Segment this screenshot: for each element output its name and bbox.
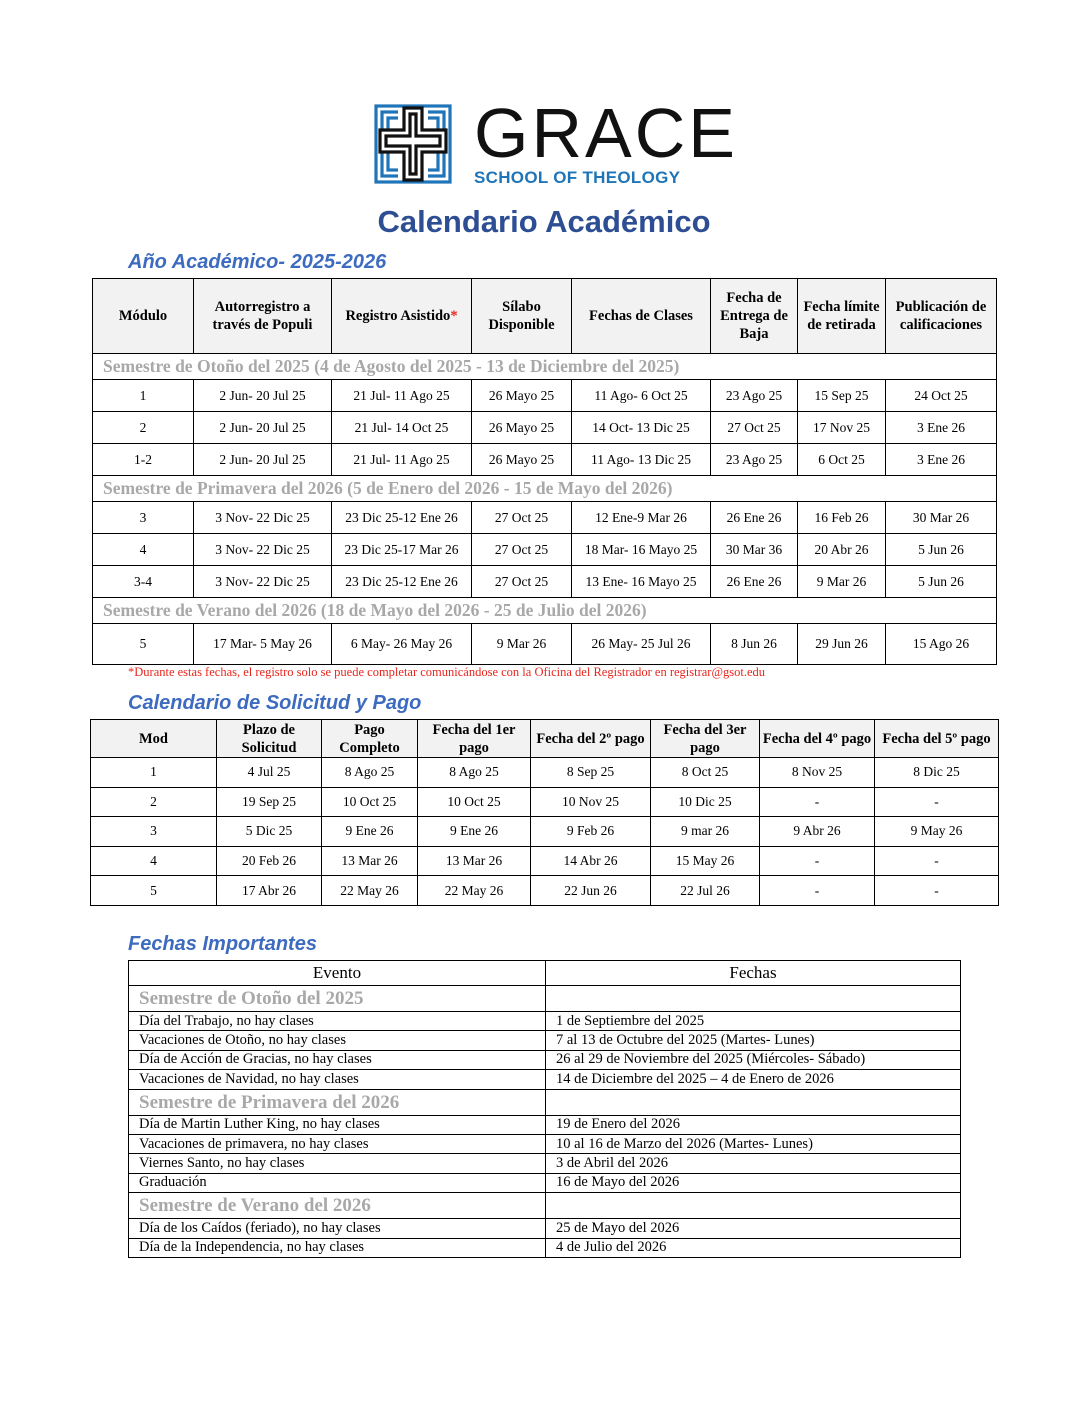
table-cell: - xyxy=(760,876,875,906)
list-item xyxy=(129,1238,961,1257)
semester-title: Semestre de Primavera del 2026 xyxy=(129,1089,546,1115)
table-cell: 20 Abr 26 xyxy=(798,534,886,566)
event-date: 3 de Abril del 2026 xyxy=(546,1154,961,1173)
table-cell: 19 Sep 25 xyxy=(217,787,322,817)
list-item xyxy=(129,1031,961,1050)
table-cell: 10 Oct 25 xyxy=(418,787,531,817)
table-cell: 24 Oct 25 xyxy=(886,380,997,412)
table-cell: 22 May 26 xyxy=(418,876,531,906)
table-cell: 4 Jul 25 xyxy=(217,758,322,788)
table-cell: 14 Oct- 13 Dic 25 xyxy=(572,412,711,444)
table-cell: 8 Nov 25 xyxy=(760,758,875,788)
payment-col-header: Fecha del 2º pago xyxy=(531,720,651,758)
semester-row xyxy=(93,354,997,380)
event-date: 25 de Mayo del 2026 xyxy=(546,1219,961,1238)
list-item xyxy=(129,1070,961,1089)
event-name: Día de Martin Luther King, no hay clases xyxy=(129,1115,546,1134)
table-cell: 18 Mar- 16 Mayo 25 xyxy=(572,534,711,566)
table-cell: 9 Ene 26 xyxy=(322,817,418,847)
table-cell: 8 Dic 25 xyxy=(875,758,999,788)
table-cell: 22 Jun 26 xyxy=(531,876,651,906)
semester-row xyxy=(93,598,997,624)
table-cell: 8 Ago 25 xyxy=(322,758,418,788)
table-cell: 23 Ago 25 xyxy=(711,380,798,412)
table-cell: 21 Jul- 14 Oct 25 xyxy=(332,412,472,444)
table-cell: 27 Oct 25 xyxy=(472,502,572,534)
col-publicacion: Publicación de calificaciones xyxy=(886,279,997,354)
event-name: Vacaciones de primavera, no hay clases xyxy=(129,1134,546,1153)
table-cell: 3 Nov- 22 Dic 25 xyxy=(194,502,332,534)
academic-calendar-table xyxy=(92,278,997,665)
semester-title: Semestre de Primavera del 2026 (5 de Enero del 2026 - 15 de Mayo del 2026) xyxy=(93,476,997,502)
table-cell: 11 Ago- 13 Dic 25 xyxy=(572,444,711,476)
event-date: 10 al 16 de Marzo del 2026 (Martes- Lunes) xyxy=(546,1134,961,1153)
table-cell: 9 mar 26 xyxy=(651,817,760,847)
event-name: Día del Trabajo, no hay clases xyxy=(129,1012,546,1031)
semester-title: Semestre de Otoño del 2025 (4 de Agosto del 2025 - 13 de Diciembre del 2025) xyxy=(93,354,997,380)
table-row xyxy=(93,502,997,534)
payment-col-header: Fecha del 4º pago xyxy=(760,720,875,758)
table-row xyxy=(93,412,997,444)
event-name: Vacaciones de Navidad, no hay clases xyxy=(129,1070,546,1089)
col-evento: Evento xyxy=(129,961,546,986)
table-cell: 4 xyxy=(93,534,194,566)
table-cell: 16 Feb 26 xyxy=(798,502,886,534)
table-cell: 26 Ene 26 xyxy=(711,566,798,598)
academic-year-heading: Año Académico- 2025-2026 xyxy=(128,251,387,273)
table-cell: 2 Jun- 20 Jul 25 xyxy=(194,380,332,412)
logo-wordmark: GRACE xyxy=(474,94,738,172)
table-cell: 5 Jun 26 xyxy=(886,566,997,598)
event-date: 26 al 29 de Noviembre del 2025 (Miércoles- Sábado) xyxy=(546,1050,961,1069)
semester-title: Semestre de Verano del 2026 (18 de Mayo del 2026 - 25 de Julio del 2026) xyxy=(93,598,997,624)
event-date: 19 de Enero del 2026 xyxy=(546,1115,961,1134)
table-cell: 29 Jun 26 xyxy=(798,624,886,665)
table-cell: 15 Sep 25 xyxy=(798,380,886,412)
empty-cell xyxy=(546,986,961,1012)
payment-col-header: Fecha del 5º pago xyxy=(875,720,999,758)
table-cell: 5 Jun 26 xyxy=(886,534,997,566)
payment-col-header: Mod xyxy=(91,720,217,758)
table-cell: 22 May 26 xyxy=(322,876,418,906)
table-cell: 9 Abr 26 xyxy=(760,817,875,847)
payment-col-header: Plazo de Solicitud xyxy=(217,720,322,758)
table-cell: 17 Abr 26 xyxy=(217,876,322,906)
table-cell: 23 Dic 25-17 Mar 26 xyxy=(332,534,472,566)
payment-col-header: Pago Completo xyxy=(322,720,418,758)
list-item xyxy=(129,1173,961,1192)
table-cell: 5 xyxy=(91,876,217,906)
table-row xyxy=(91,817,999,847)
table-cell: - xyxy=(875,787,999,817)
table-cell: 27 Oct 25 xyxy=(472,534,572,566)
table-cell: 30 Mar 26 xyxy=(886,502,997,534)
event-date: 4 de Julio del 2026 xyxy=(546,1238,961,1257)
table-cell: 21 Jul- 11 Ago 25 xyxy=(332,380,472,412)
col-fechas: Fechas xyxy=(546,961,961,986)
table-cell: - xyxy=(875,876,999,906)
semester-row xyxy=(129,1193,961,1219)
table-cell: 1 xyxy=(91,758,217,788)
list-item xyxy=(129,1134,961,1153)
table-cell: 2 xyxy=(93,412,194,444)
table-cell: 8 Sep 25 xyxy=(531,758,651,788)
event-date: 14 de Diciembre del 2025 – 4 de Enero de 2026 xyxy=(546,1070,961,1089)
event-name: Día de los Caídos (feriado), no hay clases xyxy=(129,1219,546,1238)
table-cell: 4 xyxy=(91,846,217,876)
table-cell: 3 Ene 26 xyxy=(886,444,997,476)
table-cell: 3 xyxy=(93,502,194,534)
table-cell: 2 Jun- 20 Jul 25 xyxy=(194,412,332,444)
table-cell: 10 Dic 25 xyxy=(651,787,760,817)
table-cell: 27 Oct 25 xyxy=(711,412,798,444)
table-cell: 3 Nov- 22 Dic 25 xyxy=(194,566,332,598)
col-registro-asistido: Registro Asistido* xyxy=(332,279,472,354)
school-logo xyxy=(374,94,738,188)
table-row xyxy=(91,846,999,876)
table-cell: 22 Jul 26 xyxy=(651,876,760,906)
table-cell: 11 Ago- 6 Oct 25 xyxy=(572,380,711,412)
table-cell: - xyxy=(760,787,875,817)
col-autorregistro: Autorregistro a través de Populi xyxy=(194,279,332,354)
table-cell: 26 Mayo 25 xyxy=(472,412,572,444)
cross-emblem-icon xyxy=(374,104,452,184)
registration-note: *Durante estas fechas, el registro solo se puede completar comunicándose con la Oficina del Registrador en registrar@gsot.edu xyxy=(128,665,765,679)
table-row xyxy=(93,444,997,476)
asterisk-mark: * xyxy=(450,308,458,324)
table-row xyxy=(91,758,999,788)
payment-table xyxy=(90,719,999,906)
semester-row xyxy=(129,1089,961,1115)
table-cell: 8 Ago 25 xyxy=(418,758,531,788)
list-item xyxy=(129,1115,961,1134)
event-name: Vacaciones de Otoño, no hay clases xyxy=(129,1031,546,1050)
table-cell: 2 xyxy=(91,787,217,817)
table-cell: 13 Ene- 16 Mayo 25 xyxy=(572,566,711,598)
table-cell: 23 Ago 25 xyxy=(711,444,798,476)
table-cell: 13 Mar 26 xyxy=(322,846,418,876)
table-cell: 5 Dic 25 xyxy=(217,817,322,847)
payment-col-header: Fecha del 3er pago xyxy=(651,720,760,758)
table-cell: - xyxy=(760,846,875,876)
table-cell: 8 Oct 25 xyxy=(651,758,760,788)
col-modulo: Módulo xyxy=(93,279,194,354)
important-dates-table xyxy=(128,960,961,1258)
table-cell: - xyxy=(875,846,999,876)
table-cell: 23 Dic 25-12 Ene 26 xyxy=(332,502,472,534)
table-cell: 14 Abr 26 xyxy=(531,846,651,876)
page-title: Calendario Académico xyxy=(377,204,711,239)
table-cell: 30 Mar 36 xyxy=(711,534,798,566)
table-cell: 9 Mar 26 xyxy=(798,566,886,598)
table-cell: 12 Ene-9 Mar 26 xyxy=(572,502,711,534)
table-cell: 8 Jun 26 xyxy=(711,624,798,665)
table-cell: 17 Mar- 5 May 26 xyxy=(194,624,332,665)
table-cell: 15 Ago 26 xyxy=(886,624,997,665)
table-cell: 2 Jun- 20 Jul 25 xyxy=(194,444,332,476)
table-cell: 23 Dic 25-12 Ene 26 xyxy=(332,566,472,598)
event-date: 1 de Septiembre del 2025 xyxy=(546,1012,961,1031)
event-name: Día de la Independencia, no hay clases xyxy=(129,1238,546,1257)
semester-title: Semestre de Verano del 2026 xyxy=(129,1193,546,1219)
payment-heading: Calendario de Solicitud y Pago xyxy=(128,692,422,714)
empty-cell xyxy=(546,1193,961,1219)
event-name: Graduación xyxy=(129,1173,546,1192)
semester-title: Semestre de Otoño del 2025 xyxy=(129,986,546,1012)
table-cell: 3 xyxy=(91,817,217,847)
table-row xyxy=(93,624,997,665)
table-cell: 26 Ene 26 xyxy=(711,502,798,534)
important-dates-heading: Fechas Importantes xyxy=(128,933,317,955)
table-cell: 1 xyxy=(93,380,194,412)
logo-subtitle: SCHOOL OF THEOLOGY xyxy=(474,168,681,187)
list-item xyxy=(129,1012,961,1031)
table-cell: 13 Mar 26 xyxy=(418,846,531,876)
table-cell: 3 Ene 26 xyxy=(886,412,997,444)
list-item xyxy=(129,1050,961,1069)
list-item xyxy=(129,1154,961,1173)
event-date: 7 al 13 de Octubre del 2025 (Martes- Lunes) xyxy=(546,1031,961,1050)
semester-row xyxy=(129,986,961,1012)
table-row xyxy=(93,534,997,566)
table-cell: 9 May 26 xyxy=(875,817,999,847)
table-row xyxy=(91,876,999,906)
table-cell: 21 Jul- 11 Ago 25 xyxy=(332,444,472,476)
table-cell: 3 Nov- 22 Dic 25 xyxy=(194,534,332,566)
event-date: 16 de Mayo del 2026 xyxy=(546,1173,961,1192)
table-cell: 10 Oct 25 xyxy=(322,787,418,817)
table-row xyxy=(91,787,999,817)
col-fechas-clases: Fechas de Clases xyxy=(572,279,711,354)
col-fecha-baja: Fecha de Entrega de Baja xyxy=(711,279,798,354)
table-cell: 9 Feb 26 xyxy=(531,817,651,847)
table-cell: 27 Oct 25 xyxy=(472,566,572,598)
event-name: Viernes Santo, no hay clases xyxy=(129,1154,546,1173)
table-cell: 20 Feb 26 xyxy=(217,846,322,876)
table-cell: 10 Nov 25 xyxy=(531,787,651,817)
table-cell: 1-2 xyxy=(93,444,194,476)
table-cell: 17 Nov 25 xyxy=(798,412,886,444)
table-cell: 9 Ene 26 xyxy=(418,817,531,847)
table-cell: 9 Mar 26 xyxy=(472,624,572,665)
table-cell: 26 Mayo 25 xyxy=(472,380,572,412)
empty-cell xyxy=(546,1089,961,1115)
table-cell: 5 xyxy=(93,624,194,665)
table-cell: 15 May 26 xyxy=(651,846,760,876)
table-cell: 26 May- 25 Jul 26 xyxy=(572,624,711,665)
table-row xyxy=(93,380,997,412)
payment-col-header: Fecha del 1er pago xyxy=(418,720,531,758)
table-cell: 6 Oct 25 xyxy=(798,444,886,476)
table-cell: 3-4 xyxy=(93,566,194,598)
col-fecha-retirada: Fecha límite de retirada xyxy=(798,279,886,354)
table-cell: 26 Mayo 25 xyxy=(472,444,572,476)
table-cell: 6 May- 26 May 26 xyxy=(332,624,472,665)
list-item xyxy=(129,1219,961,1238)
col-silabo: Sílabo Disponible xyxy=(472,279,572,354)
semester-row xyxy=(93,476,997,502)
event-name: Día de Acción de Gracias, no hay clases xyxy=(129,1050,546,1069)
table-row xyxy=(93,566,997,598)
